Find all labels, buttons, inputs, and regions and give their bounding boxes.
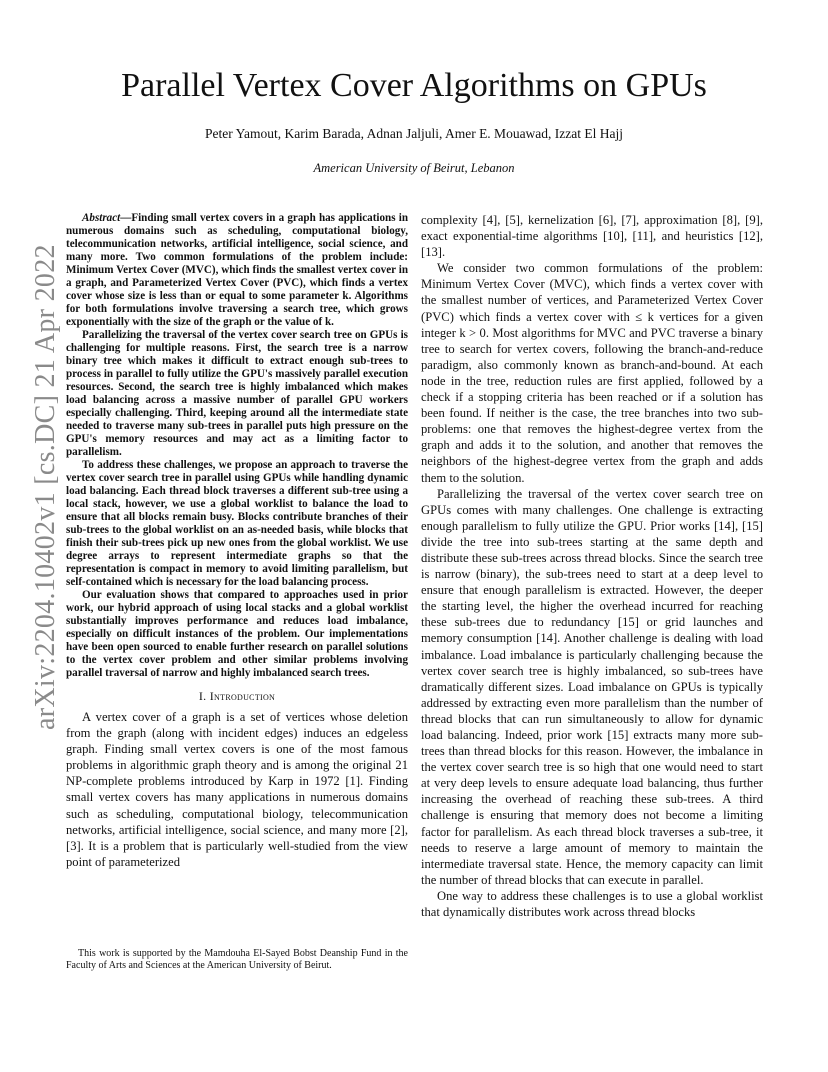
funding-footnote: This work is supported by the Mamdouha El-Sayed Bobst Deanship Fund in the Faculty of Arts and Sciences at the American University of Beirut. — [66, 948, 408, 971]
right-paragraph-1: We consider two common formulations of the problem: Minimum Vertex Cover (MVC), which finds a vertex cover with the smallest number of vertices, and Parameterized Vertex Cover (PVC) which finds a vertex cover with ≤ k vertices for a given integer k > 0. Most algorithms for MVC and PVC traverse a binary tree to search for vertex covers, following the branch-and-reduce paradigm, also commonly known as branch-and-bound. At each node in the tree, reduction rules are first applied, followed by a check if a stopping criteria has been reached or if a solution has been found. If neither is the case, the tree branches into two sub-problems: one that removes the highest-degree vertex from the graph and adds it to the solution, and another that removes the neighbors of the highest-degree vertex from the graph and adds them to the solution. — [421, 261, 763, 485]
abstract-paragraph-2: Parallelizing the traversal of the vertex cover search tree on GPUs is challenging for multiple reasons. First, the search tree is a narrow binary tree which makes it difficult to extract enough sub-trees to process in parallel to fully utilize the GPU's massively parallel execution resources. Second, the search tree is highly imbalanced which makes load balancing across a massive number of parallel GPU workers especially challenging. Third, keeping around all the intermediate state needed to traverse many sub-trees in parallel puts high pressure on the GPU's memory resources and may act as a limiting factor to parallelism. — [66, 329, 408, 458]
arxiv-identifier: arXiv:2204.10402v1 [cs.DC] 21 Apr 2022 — [30, 244, 61, 730]
intro-paragraph-1: A vertex cover of a graph is a set of vertices whose deletion from the graph (along with incident edges) induces an edgeless graph. Finding small vertex covers is one of the most famous problems in algorithmic graph theory and is among the original 21 NP-complete problems introduced by Karp in 1972 [1]. Finding small vertex covers has many applications in numerous domains such as scheduling, computational biology, telecommunication networks, artificial intelligence, social science, and many more [2], [3]. It is a problem that is particularly well-studied from the view point of parameterized — [66, 710, 408, 869]
section-heading-introduction: I. Introduction — [198, 689, 276, 703]
paper-authors: Peter Yamout, Karim Barada, Adnan Jaljuli, Amer E. Mouawad, Izzat El Hajj — [204, 126, 624, 141]
introduction-left — [66, 709, 408, 870]
paper-title: Parallel Vertex Cover Algorithms on GPUs — [121, 67, 707, 104]
right-paragraph-3: One way to address these challenges is to use a global worklist that dynamically distributes work across thread blocks — [421, 888, 763, 920]
abstract — [66, 212, 408, 680]
right-paragraph-2: Parallelizing the traversal of the vertex cover search tree on GPUs comes with many challenges. One challenge is extracting enough parallelism to fully utilize the GPU. Prior works [14], [15] divide the tree into sub-trees starting at the same depth and distribute these sub-trees across thread blocks. Since the search tree is narrow (binary), the sub-trees need to start at a deep level to ensure that enough parallelism is extracted. However, the deeper the starting level, the higher the overhead incurred for reaching these sub-trees due to redundancy [15] or grid launches and memory consumption [14]. Another challenge is dealing with load imbalance. Load imbalance is particularly challenging because the vertex cover search tree is highly imbalanced, so sub-trees have dramatically different sizes. Load imbalance on GPUs is typically addressed by extracting even more parallelism than the number of thread blocks that can run simultaneously to allow for dynamic load balancing. Indeed, prior work [15] extracts many more sub-trees than thread blocks for this reason. However, the imbalance in the vertex cover search tree is so high that one would need to start at very deep levels to ensure adequate load balancing, thus further increasing the overhead of reaching these sub-trees. A third challenge is ensuring that memory does not become a limiting factor for parallelism. As each thread block traverses a sub-tree, it needs to reserve a large amount of memory to maintain the intermediate traversal state. Hence, the memory capacity can limit the number of thread blocks that can execute in parallel. — [421, 486, 763, 887]
paper-affiliation: American University of Beirut, Lebanon — [313, 161, 515, 175]
right-paragraph-0: complexity [4], [5], kernelization [6], [7], approximation [8], [9], exact exponential-time algorithms [10], [11], and heuristics [12], [13]. — [421, 213, 763, 260]
abstract-paragraph-4: Our evaluation shows that compared to approaches used in prior work, our hybrid approach of using local stacks and a global worklist substantially improves performance and reduces load imbalance, especially on difficult instances of the problem. Our implementations have been open sourced to enable further research on parallel solutions to the vertex cover problem and other similar problems involving parallel traversal of narrow and highly imbalanced search trees. — [66, 589, 408, 679]
abstract-paragraph-1: Abstract—Finding small vertex covers in a graph has applications in numerous domains such as scheduling, computational biology, telecommunication networks, artificial intelligence, social science, and many more. Two common formulations of the problem include: Minimum Vertex Cover (MVC), which finds the smallest vertex cover in a graph, and Parameterized Vertex Cover (PVC), which finds a vertex cover whose size is less than or equal to some parameter k. Algorithms for both formulations involve traversing a search tree, which grows exponentially with the size of the graph or the value of k. — [66, 212, 408, 328]
abstract-lead: Abstract — [82, 212, 121, 224]
abstract-paragraph-3: To address these challenges, we propose an approach to traverse the vertex cover search tree in parallel using GPUs while handling dynamic load balancing. Each thread block traverses a different sub-tree using a local stack, however, we use a global worklist to balance the load to ensure that all blocks remain busy. Blocks contribute branches of their sub-trees to the global worklist on an as-needed basis, while blocks that finish their sub-trees pick up new ones from the global worklist. We use degree arrays to represent intermediate graphs so that the representation is compact in memory to avoid limiting parallelism, but self-contained which is necessary for the load balancing process. — [66, 459, 408, 588]
right-column — [421, 212, 763, 920]
left-column — [66, 212, 408, 870]
